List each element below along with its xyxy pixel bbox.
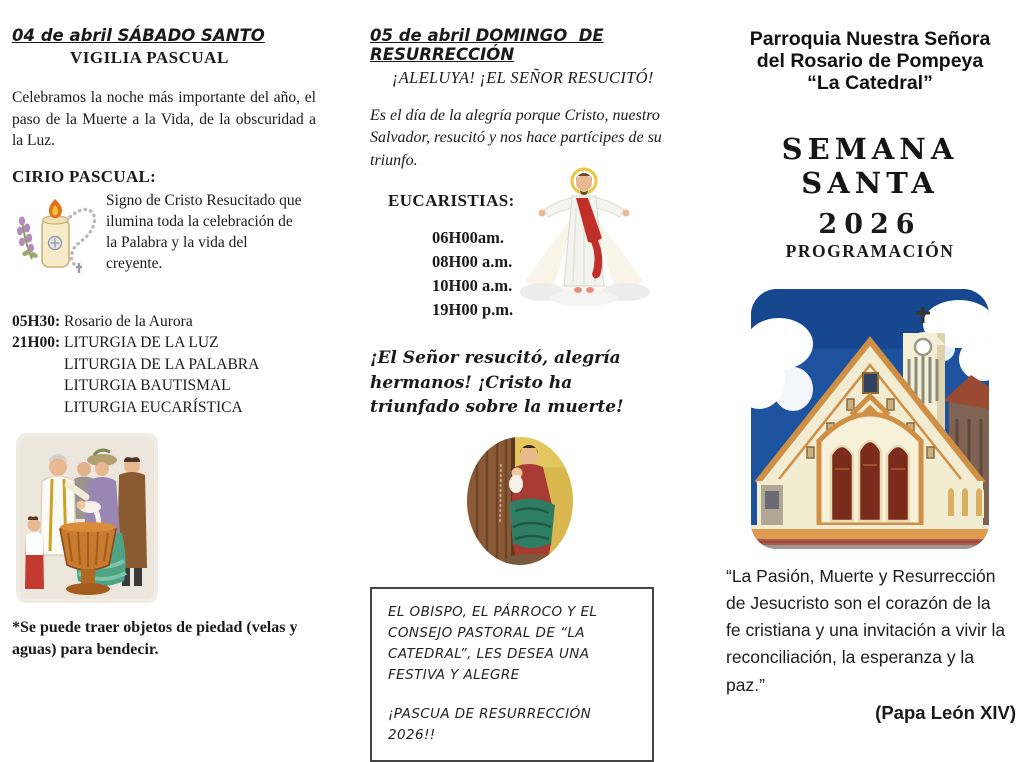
parish-line1: Parroquia Nuestra Señora: [749, 28, 991, 50]
schedule-label: Rosario de la Aurora: [64, 313, 193, 331]
schedule-row: [12, 332, 320, 353]
paschal-candle-icon: [12, 197, 104, 281]
schedule-row: [12, 354, 320, 375]
parish-name: [724, 28, 1016, 94]
sunday-title-line2: RESURRECCIÓN: [370, 45, 515, 64]
greeting-closing: ¡PASCUA DE RESURRECCIÓN 2026!!: [388, 706, 592, 744]
virgin-mary-statue-image: [467, 437, 573, 565]
saturday-title: 04 de abril SÁBADO SANTO: [12, 26, 265, 45]
schedule-time: 21H00:: [12, 334, 61, 352]
schedule-label: LITURGIA DE LA LUZ: [64, 334, 219, 352]
pope-quote: “La Pasión, Muerte y Resurrección de Jesucristo son el corazón de la fe cristiana y una invitación a vivir la reconciliación, la esperanza y la paz.”: [726, 566, 1006, 695]
sunday-intro: Es el día de la alegría porque Cristo, nuestro Salvador, resucitó y nos hace partícipes de su triunfo.: [370, 107, 662, 169]
parish-line3: “La Catedral”: [807, 72, 933, 95]
schedule-label: LITURGIA BAUTISMAL: [64, 377, 231, 395]
eucharist-heading: EUCARISTIAS:: [388, 191, 515, 211]
paschal-candle-heading: CIRIO PASCUAL:: [12, 167, 157, 187]
panel-holy-saturday: [12, 26, 320, 660]
schedule-time: 05H30:: [12, 313, 61, 331]
quote-author: (Papa León XIV): [875, 701, 1016, 723]
blessing-footnote: *Se puede traer objetos de piedad (velas y aguas) para bendecir.: [12, 618, 298, 658]
event-title: SEMANA SANTA: [781, 132, 959, 201]
cathedral-photo: [751, 289, 989, 549]
saturday-intro: Celebramos la noche más importante del año, el paso de la Muerte a la Vida, de la obscuridad a la Luz.: [12, 89, 316, 150]
paschal-candle-row: [12, 191, 320, 281]
alleluia-line: ¡ALELUYA! ¡EL SEÑOR RESUCITÓ!: [392, 68, 654, 87]
paschal-candle-text: Signo de Cristo Resucitado que ilumina toda la celebración de la Palabra y la vida del creyente.: [106, 192, 302, 272]
mass-time: 08H00 a.m.: [432, 252, 513, 272]
schedule-label: LITURGIA DE LA PALABRA: [64, 355, 260, 373]
mass-time: 06H00am.: [432, 228, 504, 248]
schedule-row: [12, 311, 320, 332]
mass-time: 10H00 a.m.: [432, 276, 513, 296]
event-subtitle: PROGRAMACIÓN: [785, 241, 955, 262]
sunday-title-line1: 05 de abril DOMINGO DE: [370, 26, 604, 45]
resurrection-exclamation: ¡El Señor resucitó, alegría hermanos! ¡Cristo ha triunfado sobre la muerte!: [370, 347, 624, 418]
panel-cover: [724, 28, 1016, 724]
baptism-scene-image: [16, 433, 158, 603]
vigil-schedule: [12, 311, 320, 418]
event-year: 2026: [818, 209, 922, 241]
vigil-subtitle: VIGILIA PASCUAL: [70, 48, 229, 67]
schedule-label: LITURGIA EUCARÍSTICA: [64, 398, 243, 416]
greeting-text: EL OBISPO, EL PÁRROCO Y EL CONSEJO PASTORAL DE “LA CATEDRAL”, LES DESEA UNA FESTIVA Y ALEGRE: [388, 603, 598, 683]
schedule-row: [12, 397, 320, 418]
parish-line2: del Rosario de Pompeya: [756, 50, 984, 73]
risen-christ-image: [518, 164, 650, 306]
mass-time: 19H00 p.m.: [432, 299, 514, 319]
schedule-row: [12, 375, 320, 396]
greeting-box: [370, 587, 654, 762]
panel-easter-sunday: [370, 26, 664, 762]
